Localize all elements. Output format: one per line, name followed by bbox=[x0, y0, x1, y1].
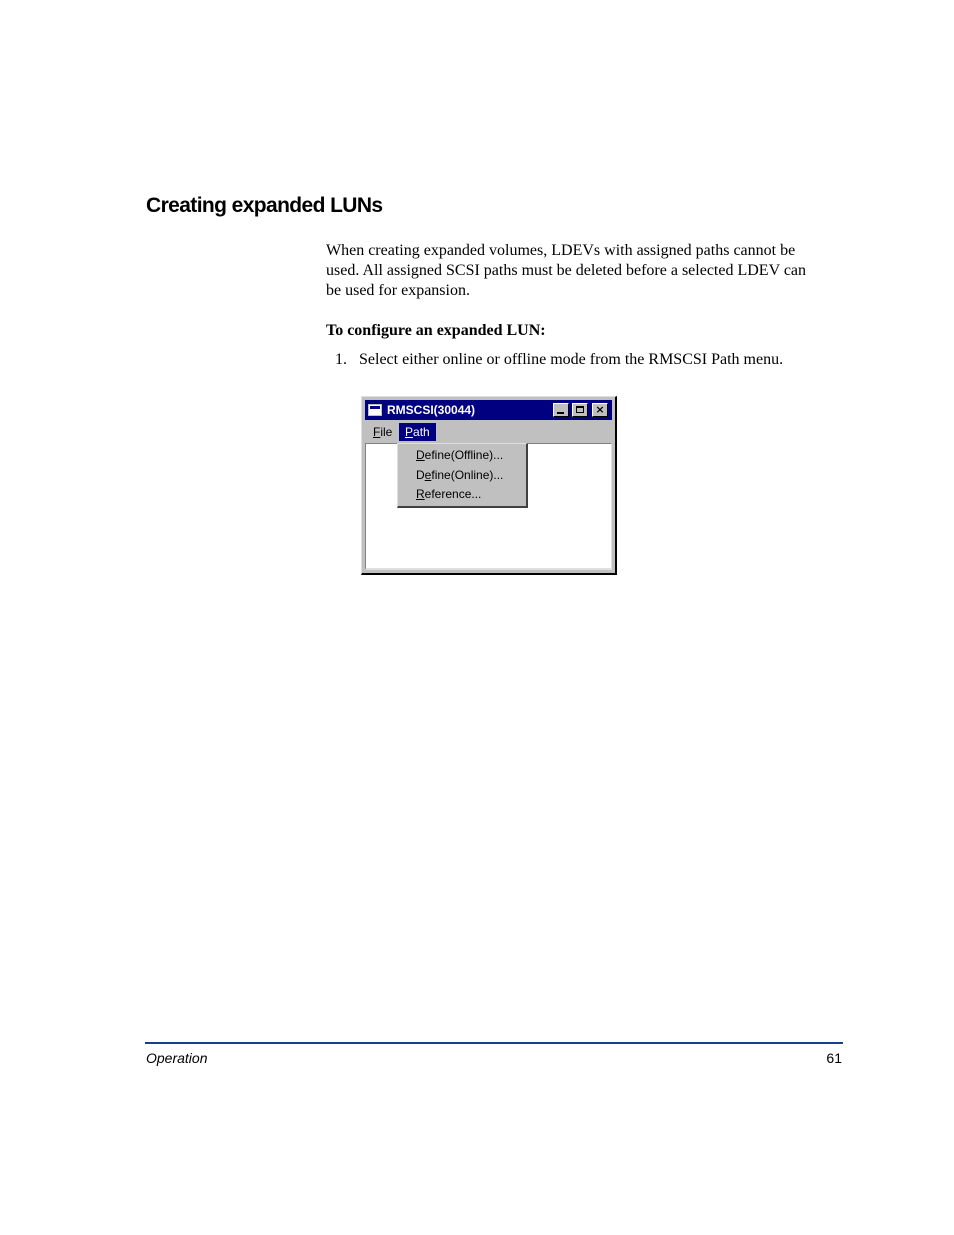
menu-item-label: fine(Online)... bbox=[431, 468, 504, 482]
close-button[interactable]: × bbox=[592, 403, 608, 417]
menu-item-reference[interactable] bbox=[416, 485, 481, 503]
menu-item-label: efine(Offline)... bbox=[424, 448, 504, 462]
step-item bbox=[335, 351, 783, 369]
accel-char: D bbox=[416, 448, 425, 462]
menu-file[interactable] bbox=[367, 423, 398, 441]
maximize-button[interactable] bbox=[572, 403, 588, 417]
procedure-title: To configure an expanded LUN: bbox=[326, 322, 546, 339]
paragraph-line: be used for expansion. bbox=[326, 282, 470, 299]
menu-item-label-prefix: D bbox=[416, 468, 425, 482]
menu-item-label: eference... bbox=[424, 487, 482, 501]
step-number: 1. bbox=[335, 351, 347, 368]
menu-file-accel: F bbox=[373, 425, 381, 439]
accel-char: e bbox=[424, 468, 432, 482]
window-title: RMSCSI(30044) bbox=[387, 403, 476, 417]
section-heading: Creating expanded LUNs bbox=[146, 194, 383, 217]
menu-path[interactable] bbox=[399, 423, 436, 441]
intro-paragraph bbox=[326, 241, 846, 301]
footer-section-name: Operation bbox=[146, 1050, 208, 1066]
step-text: Select either online or offline mode from the RMSCSI Path menu. bbox=[359, 351, 784, 368]
menu-bar bbox=[365, 422, 612, 442]
footer-page-number: 61 bbox=[826, 1050, 842, 1066]
footer-rule bbox=[145, 1042, 843, 1044]
menu-item-define-offline[interactable] bbox=[416, 446, 503, 464]
window-system-icon[interactable] bbox=[368, 404, 382, 416]
path-menu-dropdown bbox=[397, 443, 528, 508]
paragraph-line: When creating expanded volumes, LDEVs with assigned paths cannot be bbox=[326, 242, 796, 259]
menu-item-define-online[interactable] bbox=[416, 466, 503, 484]
minimize-button[interactable] bbox=[553, 403, 569, 417]
menu-file-label: ile bbox=[380, 425, 393, 439]
window-titlebar[interactable] bbox=[365, 400, 612, 420]
paragraph-line: used. All assigned SCSI paths must be deleted before a selected LDEV can bbox=[326, 262, 807, 279]
menu-path-label: ath bbox=[413, 425, 430, 439]
accel-char: R bbox=[416, 487, 425, 501]
menu-path-accel: P bbox=[405, 425, 414, 439]
